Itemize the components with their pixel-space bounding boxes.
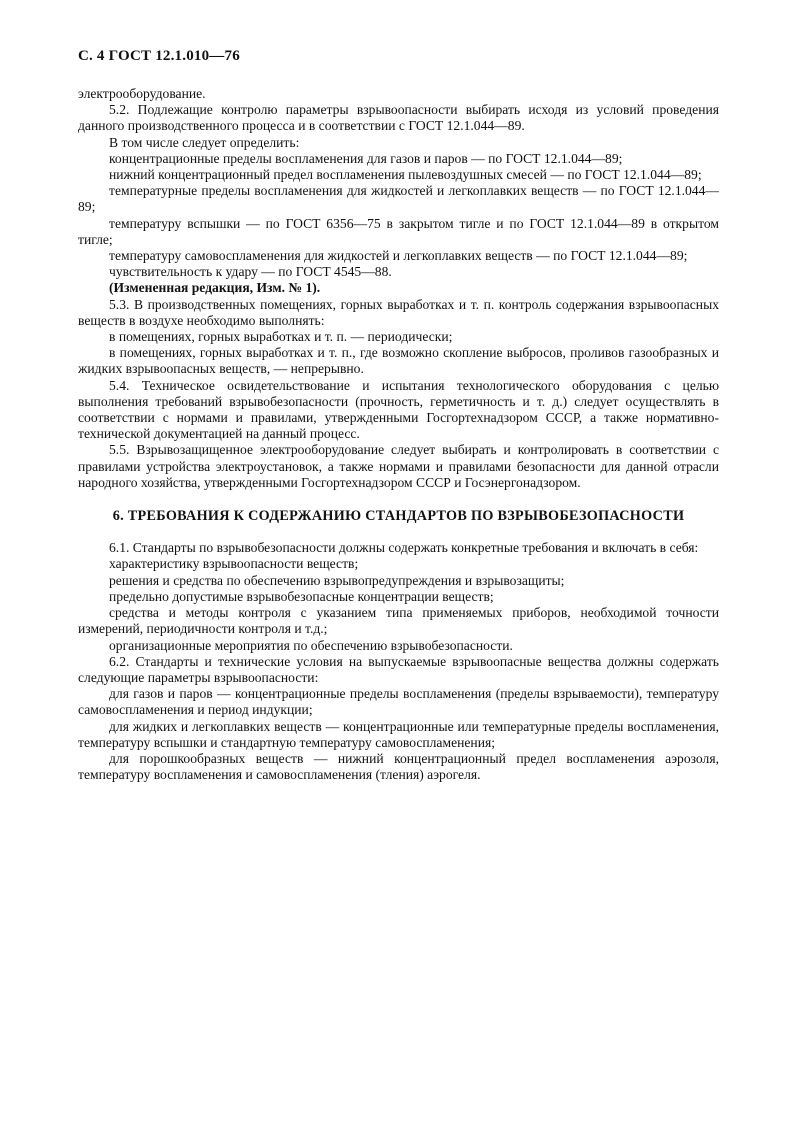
paragraph: 6.2. Стандарты и технические условия на выпускаемые взрывоопасные вещества должны содержать следующие параметры взрывоопасности: [78,653,719,685]
paragraph: решения и средства по обеспечению взрывопредупреждения и взрывозащиты; [109,572,565,588]
paragraph: температуру самовоспламенения для жидкостей и легкоплавких веществ — по ГОСТ 12.1.044—89; [109,248,688,264]
paragraph: нижний концентрационный предел воспламенения пылевоздушных смесей — по ГОСТ 12.1.044—89; [109,167,702,183]
paragraph: для газов и паров — концентрационные пределы воспламенения (пределы взрываемости), температуру самовоспламенения и период индукции; [78,686,719,718]
section-6-paragraphs [78,540,719,783]
paragraph: в помещениях, горных выработках и т. п. — периодически; [109,329,453,345]
paragraph: 6.1. Стандарты по взрывобезопасности должны содержать конкретные требования и включать в себя: [109,540,699,556]
paragraph: характеристику взрывоопасности веществ; [109,556,359,572]
paragraph: (Измененная редакция, Изм. № 1). [109,280,321,296]
paragraph: чувствительность к удару — по ГОСТ 4545—88. [109,264,392,280]
paragraph: температурные пределы воспламенения для жидкостей и легкоплавких веществ — по ГОСТ 12.1.044—89; [78,183,719,215]
paragraph: 5.3. В производственных помещениях, горных выработках и т. п. контроль содержания взрывоопасных веществ в воздухе необходимо выполнять: [78,296,719,328]
paragraph: 5.2. Подлежащие контролю параметры взрывоопасности выбирать исходя из условий проведения данного производственного процесса и в соответствии с ГОСТ 12.1.044—89. [78,102,719,134]
paragraph: температуру вспышки — по ГОСТ 6356—75 в закрытом тигле и по ГОСТ 12.1.044—89 в открытом тигле; [78,215,719,247]
section-5-paragraphs [78,86,719,491]
paragraph: организационные мероприятия по обеспечению взрывобезопасности. [109,637,513,653]
paragraph: 5.5. Взрывозащищенное электрооборудование следует выбирать и контролировать в соответствии с правилами устройства электроустановок, а также нормами и правилами безопасности для данной отрасли народного хозяйства, утвержденными Госгортехнадзором СССР и Госэнергонадзором. [78,442,719,490]
paragraph: средства и методы контроля с указанием типа применяемых приборов, необходимой точности измерений, периодичности контроля и т.д.; [78,605,719,637]
paragraph: В том числе следует определить: [109,134,300,150]
paragraph: 5.4. Техническое освидетельствование и испытания технологического оборудования с целью выполнения требований взрывобезопасности (прочность, герметичность и т. д.) следует осуществлять в соответствии с нормами и правилами, утвержденными Госгортехнадзором СССР, а также нормативно-технической документацией на данный процесс. [78,377,719,442]
paragraph: концентрационные пределы воспламенения для газов и паров — по ГОСТ 12.1.044—89; [109,150,623,166]
page-header: С. 4 ГОСТ 12.1.010—76 [78,48,240,64]
paragraph: электрооборудование. [78,86,206,101]
paragraph: предельно допустимые взрывобезопасные концентрации веществ; [109,588,494,604]
paragraph: для жидких и легкоплавких веществ — концентрационные или температурные пределы воспламенения, температуру вспышки и стандартную температуру самовоспламенения; [78,718,719,750]
section-6-title: 6. ТРЕБОВАНИЯ К СОДЕРЖАНИЮ СТАНДАРТОВ ПО ВЗРЫВОБЕЗОПАСНОСТИ [112,508,685,525]
document-body [78,86,719,783]
paragraph: для порошкообразных веществ — нижний концентрационный предел воспламенения аэрозоля, температуру воспламенения и самовоспламенения (тления) аэрогеля. [78,750,719,783]
paragraph: в помещениях, горных выработках и т. п., где возможно скопление выбросов, проливов газообразных и жидких взрывоопасных веществ, — непрерывно. [78,345,719,377]
